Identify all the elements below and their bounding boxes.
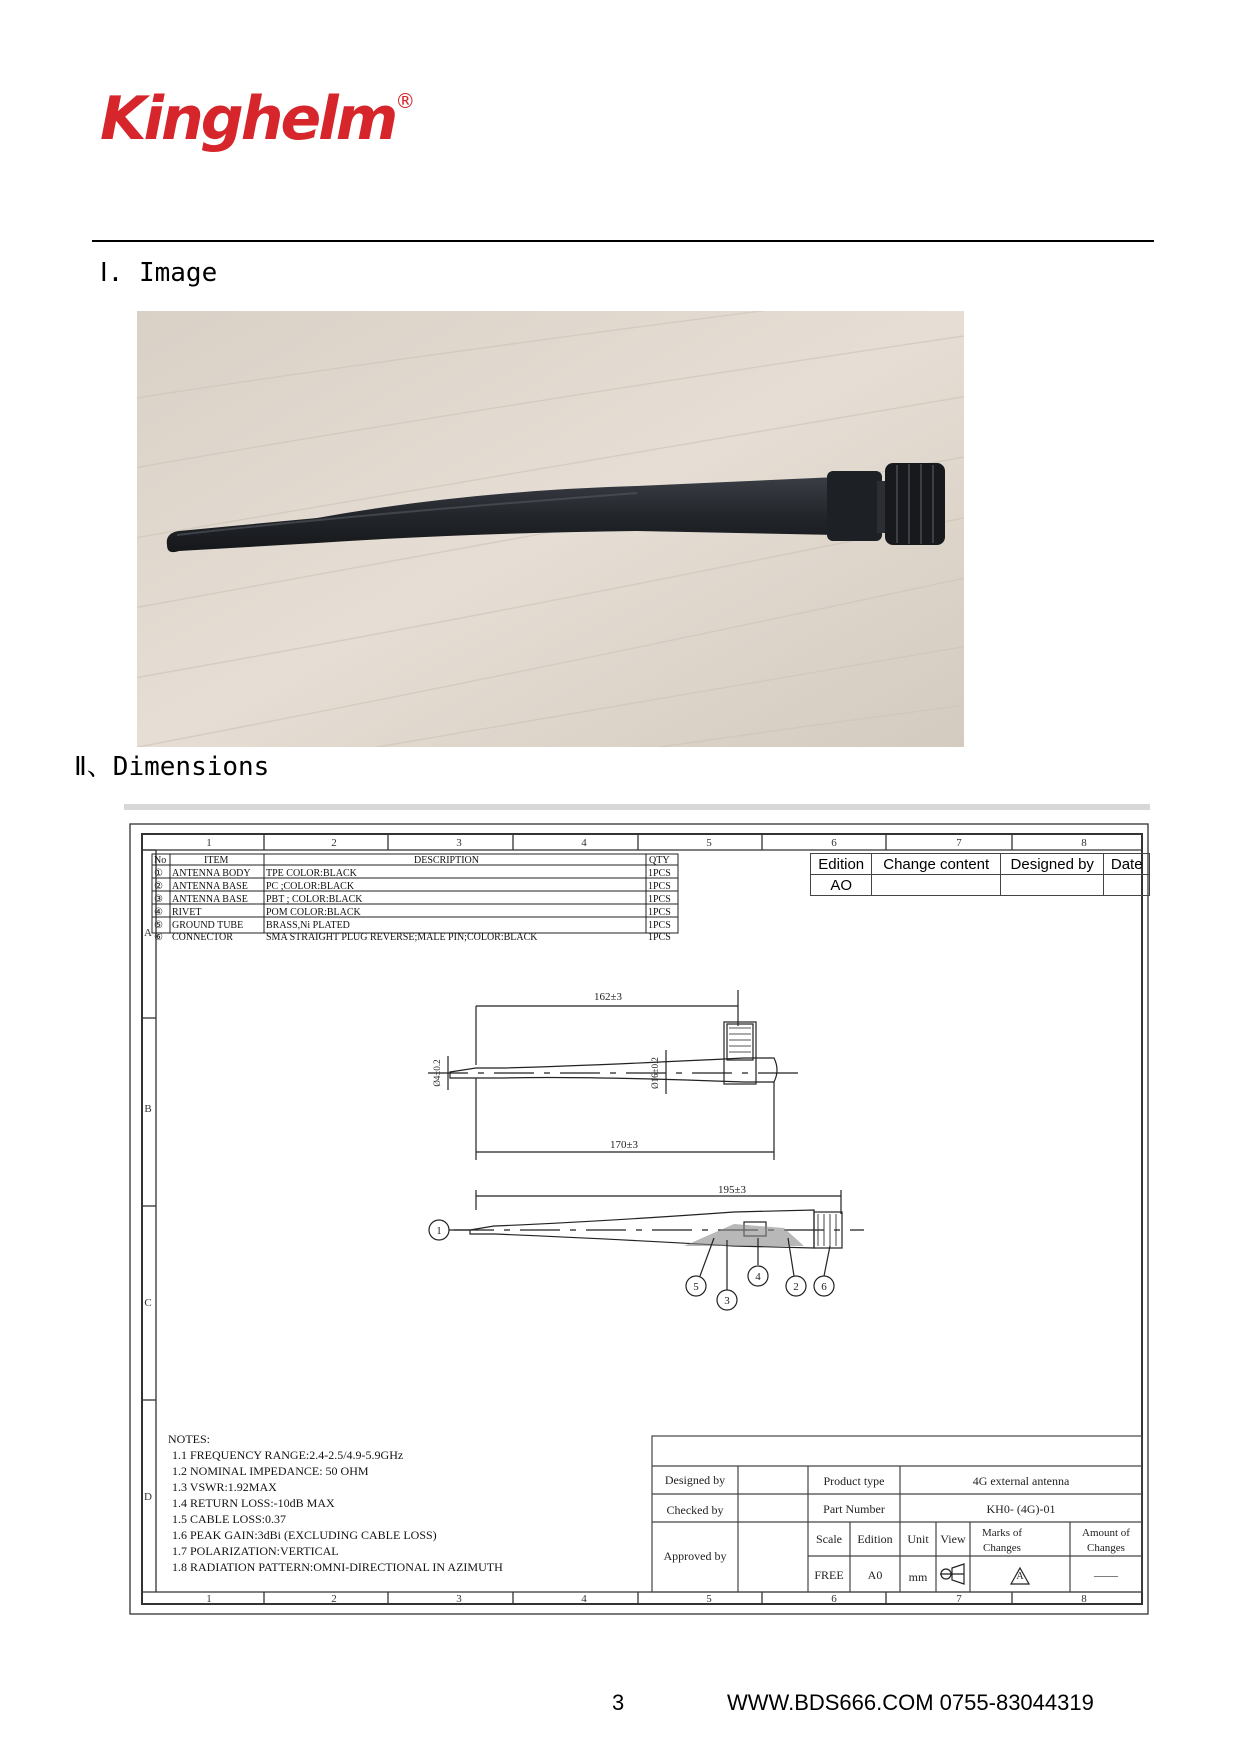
grid-col-7: 7 [956, 837, 962, 849]
date-value [1104, 875, 1150, 896]
grid-row-c: C [144, 1297, 152, 1309]
section-heading-image: Ⅰ. Image [100, 258, 218, 288]
bom-row-1-item: ANTENNA BODY [172, 868, 251, 879]
bom-row-5-qty: 1PCS [648, 920, 671, 931]
grid-col-4-bottom: 4 [581, 1593, 587, 1605]
grid-col-1-bottom: 1 [206, 1593, 212, 1605]
note-8: 1.8 RADIATION PATTERN:OMNI-DIRECTIONAL IN AZIMUTH [172, 1560, 503, 1574]
bom-row-3-no: ③ [154, 894, 163, 905]
change-content-value [872, 875, 1001, 896]
bom-row-3-item: ANTENNA BASE [172, 894, 248, 905]
page-number: 3 [612, 1690, 625, 1715]
bom-row-2-description: PC ;COLOR:BLACK [266, 881, 355, 892]
note-3: 1.3 VSWR:1.92MAX [172, 1480, 277, 1494]
bom-row-4-no: ④ [154, 907, 163, 918]
bom-row-6-item: CONNECTOR [172, 932, 233, 943]
tb-unit-label: Unit [907, 1532, 929, 1546]
bom-row-5-item: GROUND TUBE [172, 920, 244, 931]
date-header: Date [1104, 854, 1150, 875]
tb-amount-value: —— [1094, 1568, 1118, 1582]
change-content-header: Change content [872, 854, 1001, 875]
tb-product-type-value: 4G external antenna [972, 1474, 1070, 1488]
bom-row-4-description: POM COLOR:BLACK [266, 907, 361, 918]
footer-website: WWW.BDS666.COM 0755-83044319 [727, 1690, 1094, 1715]
bom-header-item: ITEM [204, 855, 229, 866]
tb-marks-label-2: Changes [983, 1542, 1021, 1554]
tb-part-number-value: KH0- (4G)-01 [986, 1502, 1056, 1516]
note-7: 1.7 POLARIZATION:VERTICAL [172, 1544, 339, 1558]
bom-row-1-no: ① [154, 868, 163, 879]
edition-table [810, 853, 1150, 896]
tb-checked-by: Checked by [666, 1503, 724, 1517]
product-photo [137, 311, 964, 747]
grid-row-b: B [144, 1103, 152, 1115]
tb-edition-label: Edition [857, 1532, 893, 1546]
bom-row-6-no: ⑥ [154, 932, 163, 943]
grid-col-5-bottom: 5 [706, 1593, 712, 1605]
tb-scale-label: Scale [816, 1532, 842, 1546]
bom-row-3-description: PBT ; COLOR:BLACK [266, 894, 363, 905]
bom-row-2-qty: 1PCS [648, 881, 671, 892]
section-heading-dimensions: Ⅱ、Dimensions [74, 752, 270, 782]
grid-col-8: 8 [1081, 837, 1087, 849]
bom-row-1-description: TPE COLOR:BLACK [266, 868, 357, 879]
notes-title: NOTES: [168, 1432, 210, 1446]
dim-162: 162±3 [593, 991, 623, 1003]
grid-col-6-bottom: 6 [831, 1593, 837, 1605]
bom-header-qty: QTY [649, 855, 670, 866]
note-5: 1.5 CABLE LOSS:0.37 [172, 1512, 287, 1526]
dim-170: 170±3 [609, 1139, 639, 1151]
callout-3: 3 [724, 1295, 730, 1307]
tb-amount-label-2: Changes [1087, 1542, 1125, 1554]
grid-row-d: D [144, 1491, 152, 1503]
grid-col-1: 1 [206, 837, 212, 849]
registered-mark: ® [395, 89, 416, 113]
tb-product-type-label: Product type [823, 1474, 885, 1488]
header-rule [92, 240, 1154, 242]
bom-row-2-no: ② [154, 881, 163, 892]
grid-col-3-bottom: 3 [456, 1593, 462, 1605]
designed-by-value [1001, 875, 1104, 896]
dim-dia-16: Ø16±0.2 [650, 1057, 660, 1089]
bom-row-3-qty: 1PCS [648, 894, 671, 905]
dimension-drawing [124, 804, 1150, 1623]
grid-col-6: 6 [831, 837, 837, 849]
tb-marks-label-1: Marks of [981, 1527, 1023, 1539]
callout-5: 5 [693, 1281, 699, 1293]
tb-part-number-label: Part Number [823, 1502, 885, 1516]
dim-dia-4: Ø4±0.2 [432, 1059, 442, 1087]
callout-6: 6 [821, 1281, 827, 1293]
bom-row-6-qty: 1PCS [648, 932, 671, 943]
note-1: 1.1 FREQUENCY RANGE:2.4-2.5/4.9-5.9GHz [172, 1448, 404, 1462]
note-6: 1.6 PEAK GAIN:3dBi (EXCLUDING CABLE LOSS) [172, 1528, 437, 1542]
edition-header: Edition [811, 854, 872, 875]
note-2: 1.2 NOMINAL IMPEDANCE: 50 OHM [172, 1464, 369, 1478]
bom-row-5-description: BRASS,Ni PLATED [266, 920, 350, 931]
tb-marks-value: A [1016, 1571, 1024, 1582]
tb-designed-by: Designed by [664, 1473, 726, 1487]
bom-row-4-item: RIVET [172, 907, 202, 918]
tb-approved-by: Approved by [663, 1549, 727, 1563]
grid-col-2: 2 [331, 837, 337, 849]
bom-row-6-description: SMA STRAIGHT PLUG REVERSE;MALE PIN;COLOR:BLACK [266, 932, 538, 943]
bom-row-4-qty: 1PCS [648, 907, 671, 918]
tb-amount-label-1: Amount of [1082, 1527, 1130, 1539]
callout-4: 4 [755, 1271, 761, 1283]
bom-row-5-no: ⑤ [154, 920, 163, 931]
grid-col-4: 4 [581, 837, 587, 849]
tb-unit-value: mm [908, 1570, 928, 1584]
grid-col-3: 3 [456, 837, 462, 849]
bom-row-2-item: ANTENNA BASE [172, 881, 248, 892]
tb-edition-value: A0 [867, 1568, 883, 1582]
projection-symbol-icon [940, 1564, 964, 1584]
callout-2: 2 [793, 1281, 799, 1293]
tb-view-label: View [940, 1532, 966, 1546]
bom-header-no: No [154, 855, 167, 866]
brand-logo [100, 84, 415, 154]
designed-by-header: Designed by [1001, 854, 1104, 875]
grid-col-2-bottom: 2 [331, 1593, 337, 1605]
grid-row-a: A [144, 927, 152, 939]
tb-scale-value: FREE [814, 1568, 844, 1582]
dim-195: 195±3 [717, 1184, 747, 1196]
grid-col-7-bottom: 7 [956, 1593, 962, 1605]
bom-row-1-qty: 1PCS [648, 868, 671, 879]
grid-col-8-bottom: 8 [1081, 1593, 1087, 1605]
edition-value: AO [811, 875, 872, 896]
brand-name: Kinghelm [100, 84, 396, 154]
callout-1: 1 [436, 1225, 442, 1237]
note-4: 1.4 RETURN LOSS:-10dB MAX [172, 1496, 335, 1510]
bom-header-description: DESCRIPTION [414, 855, 480, 866]
grid-col-5: 5 [706, 837, 712, 849]
